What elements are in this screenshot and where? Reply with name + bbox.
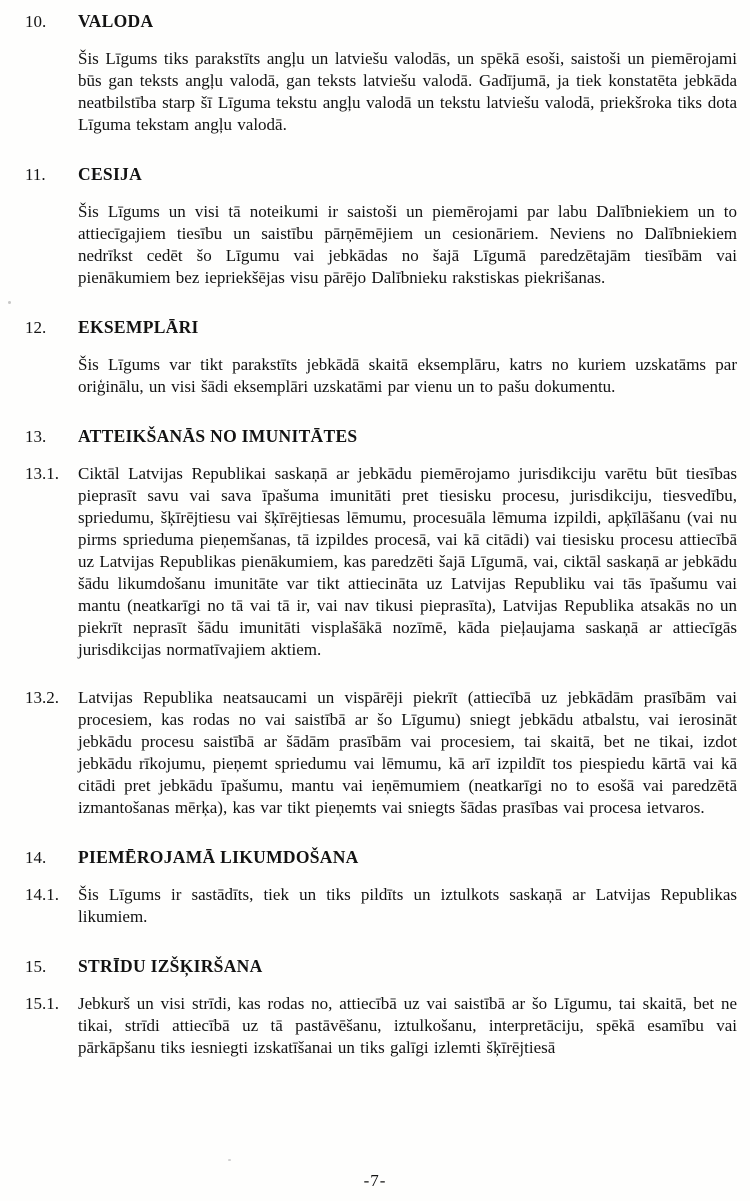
scan-speck	[8, 301, 11, 304]
section-heading-row	[25, 845, 737, 869]
section-heading-row	[25, 162, 737, 186]
section-number: 15.	[25, 957, 47, 976]
paragraph-text: Šis Līgums un visi tā noteikumi ir saistoši un piemērojami par labu Dalībniekiem un to attiecīgajiem tiesību un saistību pārņēmējiem un cesionāriem. Neviens no Dalībniekiem nedrīkst cedēt šo Līgumu vai jebkādas no šajā Līgumā paredzētajām tiesībām vai pienākumiem bez iepriekšējas visu pārējo Dalībnieku rakstiskas piekrišanas.	[78, 202, 737, 287]
section-number: 13.	[25, 427, 47, 446]
paragraph-row	[25, 993, 737, 1059]
paragraph-row	[25, 884, 737, 928]
paragraph-number: 15.1.	[25, 994, 59, 1013]
paragraph-text: Šis Līgums tiks parakstīts angļu un latviešu valodās, un spēkā esoši, saistoši un piemērojami būs gan teksts angļu valodā, gan teksts latviešu valodā. Gadījumā, ja tiek konstatēta jebkāda neatbilstība starp šī Līguma tekstu angļu valodā un tekstu latviešu valodā, priekšroka tiks dota Līguma tekstam angļu valodā.	[78, 49, 737, 134]
section-heading: ATTEIKŠANĀS NO IMUNITĀTES	[78, 426, 358, 446]
section-heading: STRĪDU IZŠĶIRŠANA	[78, 956, 263, 976]
paragraph-row	[25, 201, 737, 289]
section-14-piemerojama-likumdosana	[25, 845, 737, 928]
paragraph-number: 14.1.	[25, 885, 59, 904]
section-heading-row	[25, 9, 737, 33]
section-13-atteiksanas-no-imunitates	[25, 424, 737, 819]
page-number: -7-	[363, 1171, 387, 1190]
scan-speck	[228, 1159, 231, 1161]
section-heading-row	[25, 315, 737, 339]
section-heading: VALODA	[78, 11, 154, 31]
paragraph-row	[25, 687, 737, 819]
paragraph-row	[25, 463, 737, 661]
section-number: 14.	[25, 848, 47, 867]
paragraph-row	[25, 354, 737, 398]
section-15-stridu-izskirsana	[25, 954, 737, 1059]
paragraph-text: Latvijas Republika neatsaucami un vispārēji piekrīt (attiecībā uz jebkādām prasībām vai procesiem, kas rodas no vai saistībā ar šo Līgumu) sniegt jebkādu atbalstu, vai ierosināt jebkādu procesu saistībā ar šādām prasībām vai procesiem, tai skaitā, bet ne tikai, izdot jebkādu rīkojumu, pieņemt spriedumu vai lēmumu, kā arī izpildīt tos piespiedu kārtā vai kā citādi pret jebkādu īpašumu, mantu vai ieņēmumiem (neatkarīgi no to esošā vai paredzētā izmantošanas mērķa), kas var tikt pieņemts vai sniegts šādas prasības vai procesa ietvaros.	[78, 688, 737, 817]
paragraph-number: 13.1.	[25, 464, 59, 483]
paragraph-text: Jebkurš un visi strīdi, kas rodas no, attiecībā uz vai saistībā ar šo Līgumu, tai skaitā, bet ne tikai, strīdi attiecībā uz tā pastāvēšanu, iztulkošanu, interpretāciju, spēkā esamību vai pārkāpšanu tiks iesniegti izskatīšanai un tiks galīgi izlemti šķīrējtiesā	[78, 994, 737, 1057]
paragraph-number: 13.2.	[25, 688, 59, 707]
section-number: 10.	[25, 12, 47, 31]
paragraph-text: Ciktāl Latvijas Republikai saskaņā ar jebkādu piemērojamo jurisdikciju varētu būt tiesības pieprasīt savu vai sava īpašuma imunitāti pret tiesisku procesu, jurisdikciju, tiesvedību, spriedumu, šķīrējtiesu vai šķīrējtiesas lēmumu, procesuāla lēmuma izpildi, apķīlāšanu (vai nu pirms sprieduma pieņemšanas, tā izpildes procesā, vai kā citādi) vai tiesisku procesu attiecībā uz Latvijas Republikas pienākumiem, kas paredzēti šajā Līgumā, vai, ciktāl saskaņā ar jebkādu šādu likumdošanu imunitāte var tikt attiecināta uz Latvijas Republiku vai tās īpašumu vai mantu (neatkarīgi no tā vai tā ir, vai nav tikusi pieprasīta), Latvijas Republika atsakās no un piekrīt neprasīt šādu imunitāti visplašākā nozīmē, kāda pieļaujama saskaņā ar attiecīgās jurisdikcijas normatīvajiem aktiem.	[78, 464, 737, 659]
section-heading: CESIJA	[78, 164, 143, 184]
section-heading: PIEMĒROJAMĀ LIKUMDOŠANA	[78, 847, 359, 867]
section-12-eksemplari	[25, 315, 737, 398]
section-number: 11.	[25, 165, 46, 184]
section-heading-row	[25, 954, 737, 978]
paragraph-row	[25, 48, 737, 136]
section-number: 12.	[25, 318, 47, 337]
paragraph-text: Šis Līgums ir sastādīts, tiek un tiks pildīts un iztulkots saskaņā ar Latvijas Republikas likumiem.	[78, 885, 737, 926]
section-11-cesija	[25, 162, 737, 289]
section-heading-row	[25, 424, 737, 448]
paragraph-text: Šis Līgums var tikt parakstīts jebkādā skaitā eksemplāru, katrs no kuriem uzskatāms par oriģinālu, un visi šādi eksemplāri uzskatāmi par vienu un to pašu dokumentu.	[78, 355, 737, 396]
section-heading: EKSEMPLĀRI	[78, 317, 199, 337]
section-10-valoda	[25, 9, 737, 136]
